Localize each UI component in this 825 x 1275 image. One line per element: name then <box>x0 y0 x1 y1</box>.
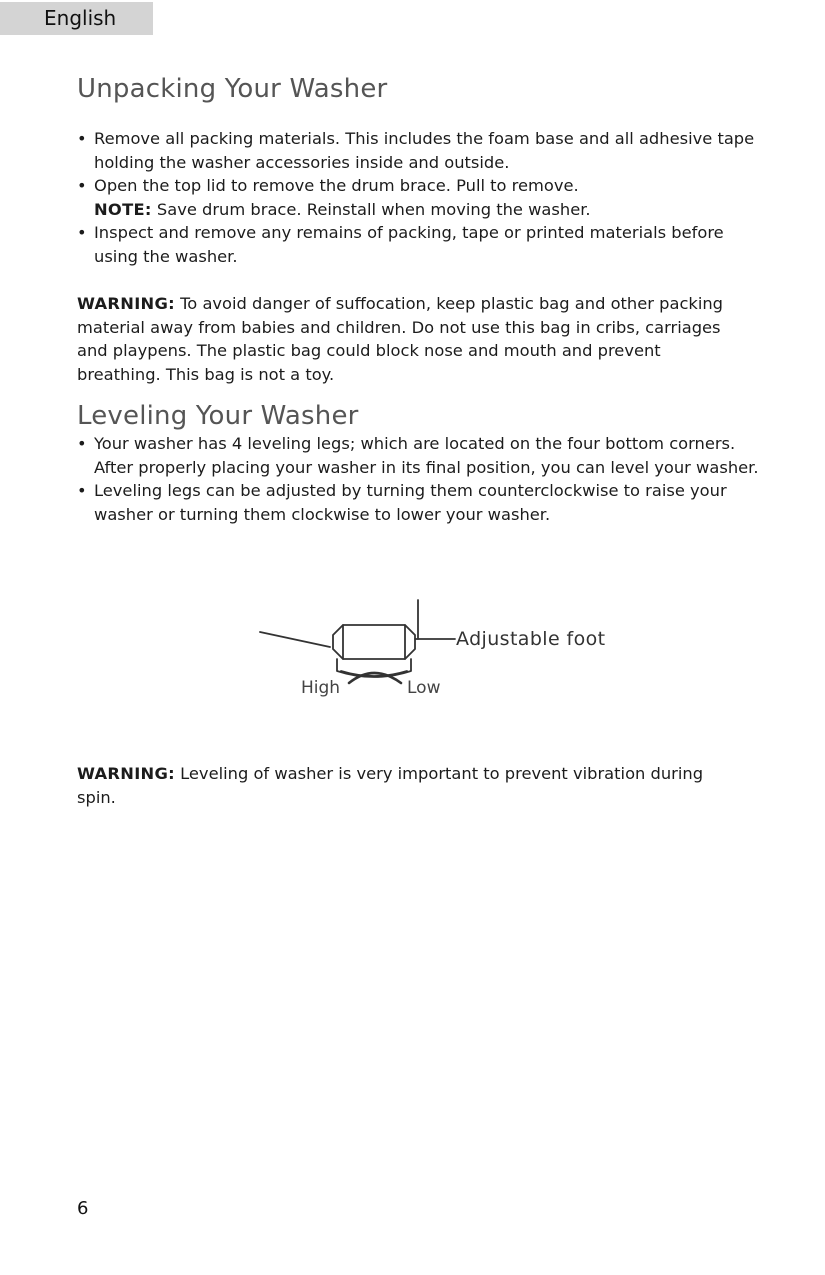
bullet-icon: • <box>77 176 87 196</box>
list-item: • Remove all packing materials. This includes the foam base and all adhesive tape holding the washer accessories inside and outside. <box>77 129 755 172</box>
page-number: 6 <box>77 1198 89 1219</box>
note-line <box>94 198 767 222</box>
label-adjustable-foot: Adjustable foot <box>456 628 606 650</box>
bullet-icon: • <box>77 481 87 501</box>
note-label: NOTE: <box>94 199 152 219</box>
language-tab: English <box>0 2 153 35</box>
label-high: High <box>301 678 341 698</box>
note-text: Save drum brace. Reinstall when moving the washer. <box>151 199 591 219</box>
bullet-icon: • <box>77 129 87 148</box>
section-title-unpacking: Unpacking Your Washer <box>77 74 388 104</box>
leveling-bullet-list <box>77 432 767 526</box>
adjustable-foot-diagram <box>255 597 615 707</box>
washer-body-line <box>260 632 330 647</box>
label-low: Low <box>407 678 441 698</box>
unpacking-bullet-list <box>77 127 767 269</box>
list-item: • Open the top lid to remove the drum brace. Pull to remove. NOTE: Save drum brace. Reinstall when moving the washer. <box>77 174 767 221</box>
bullet-icon: • <box>77 434 87 453</box>
warning-leveling <box>77 762 747 809</box>
warning-text: Leveling of washer is very important to prevent vibration during spin. <box>77 764 704 807</box>
warning-suffocation <box>77 292 747 386</box>
list-item: • Your washer has 4 leveling legs; which are located on the four bottom corners. After properly placing your washer in its final position, you can level your washer. <box>77 434 759 477</box>
warning-text: To avoid danger of suffocation, keep plastic bag and other packing material away from babies and children. Do not use this bag in cribs, carriages and playpens. The plastic bag could block nose and mouth and prevent breathing. This bag is not a toy. <box>77 294 724 384</box>
warning-label: WARNING: <box>77 294 175 313</box>
list-item: • Leveling legs can be adjusted by turning them counterclockwise to raise your washer or turning them clockwise to lower your washer. <box>77 481 727 524</box>
list-item: • Inspect and remove any remains of packing, tape or printed materials before using the washer. <box>77 223 724 266</box>
hex-nut <box>333 625 415 659</box>
warning-label: WARNING: <box>77 764 175 783</box>
section-title-leveling: Leveling Your Washer <box>77 401 359 431</box>
bullet-icon: • <box>77 223 87 243</box>
